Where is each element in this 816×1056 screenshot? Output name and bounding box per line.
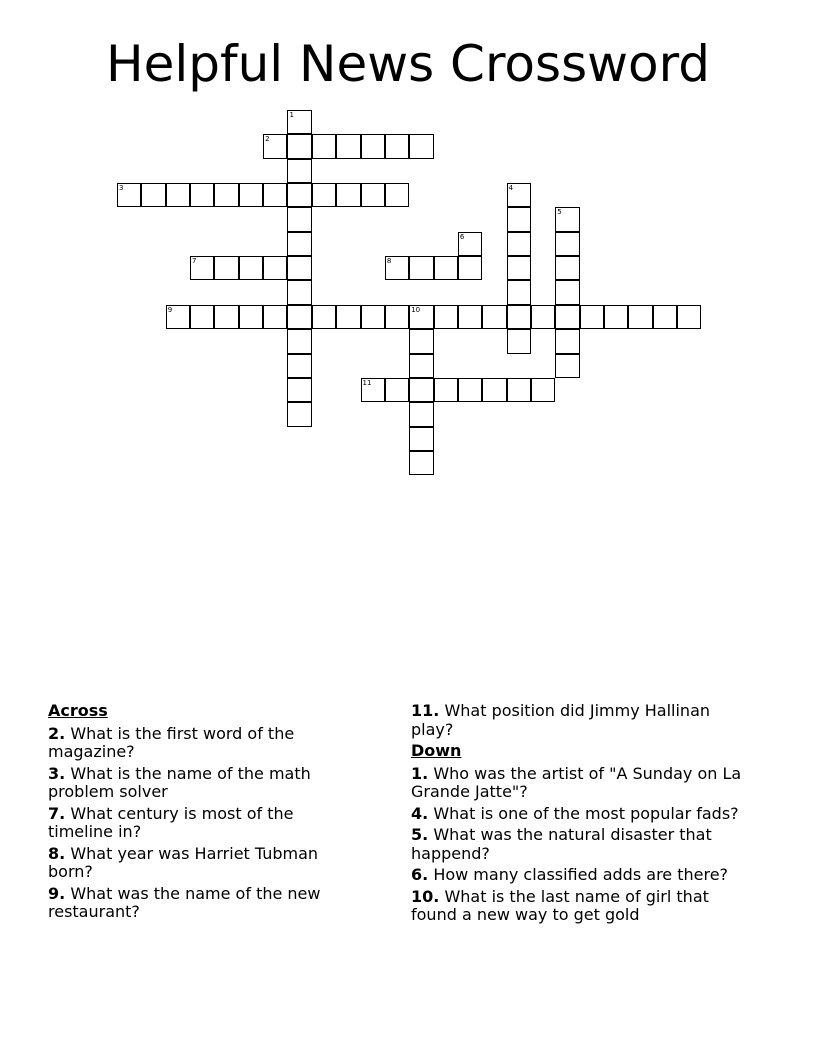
grid-cell[interactable] xyxy=(385,134,409,158)
clue-text: What is the first word of the magazine? xyxy=(48,723,295,761)
clue-text: What is one of the most popular fads? xyxy=(433,803,739,823)
grid-cell[interactable] xyxy=(434,305,458,329)
grid-cell[interactable] xyxy=(287,159,311,183)
grid-cell[interactable] xyxy=(190,305,214,329)
grid-cell[interactable] xyxy=(458,256,482,280)
grid-cell[interactable] xyxy=(409,354,433,378)
grid-cell[interactable] xyxy=(409,256,433,280)
grid-cell[interactable] xyxy=(555,232,579,256)
clue-text: What was the natural disaster that happend? xyxy=(411,825,712,863)
clue-text: What year was Harriet Tubman born? xyxy=(48,843,319,881)
grid-cell[interactable] xyxy=(312,134,336,158)
clue-down-10 xyxy=(411,888,756,925)
clue-number: 5. xyxy=(411,825,429,844)
grid-cell[interactable] xyxy=(409,451,433,475)
clue-down-6 xyxy=(411,866,756,885)
grid-cell[interactable] xyxy=(239,305,263,329)
grid-cell[interactable] xyxy=(628,305,652,329)
cell-number: 3 xyxy=(119,184,124,193)
clues-left-column xyxy=(48,702,348,925)
grid-cell[interactable] xyxy=(434,378,458,402)
page-title: Helpful News Crossword xyxy=(105,35,711,93)
clues-right-column xyxy=(411,702,756,928)
grid-cell[interactable] xyxy=(531,378,555,402)
clue-text: How many classified adds are there? xyxy=(433,865,729,884)
grid-cell[interactable] xyxy=(409,378,433,402)
grid-cell[interactable] xyxy=(653,305,677,329)
grid-cell[interactable] xyxy=(409,427,433,451)
grid-cell[interactable] xyxy=(507,207,531,231)
clue-text: What is the name of the math problem solver xyxy=(48,763,311,801)
grid-cell[interactable] xyxy=(361,305,385,329)
grid-cell[interactable] xyxy=(141,183,165,207)
grid-cell[interactable] xyxy=(239,256,263,280)
grid-cell[interactable] xyxy=(336,183,360,207)
grid-cell[interactable] xyxy=(287,183,311,207)
grid-cell[interactable] xyxy=(239,183,263,207)
grid-cell[interactable] xyxy=(531,305,555,329)
grid-cell[interactable] xyxy=(361,183,385,207)
grid-cell[interactable] xyxy=(507,305,531,329)
grid-cell[interactable] xyxy=(287,207,311,231)
clue-number: 11. xyxy=(411,701,440,720)
grid-cell[interactable] xyxy=(604,305,628,329)
grid-cell[interactable] xyxy=(263,305,287,329)
grid-cell[interactable] xyxy=(336,134,360,158)
grid-cell[interactable] xyxy=(434,256,458,280)
cell-number: 5 xyxy=(557,208,562,217)
grid-cell[interactable] xyxy=(214,256,238,280)
grid-cell[interactable] xyxy=(580,305,604,329)
clue-number: 3. xyxy=(48,763,66,783)
cell-number: 9 xyxy=(167,305,173,314)
grid-cell[interactable] xyxy=(385,305,409,329)
grid-cell[interactable] xyxy=(287,329,311,353)
clue-number: 10. xyxy=(411,886,440,906)
clue-text: What position did Jimmy Hallinan play? xyxy=(411,701,711,739)
clue-text: What century is most of the timeline in? xyxy=(48,803,294,841)
grid-cell[interactable] xyxy=(214,183,238,207)
grid-cell[interactable] xyxy=(263,183,287,207)
grid-cell[interactable] xyxy=(312,305,336,329)
crossword-grid[interactable] xyxy=(0,0,816,500)
cell-number: 2 xyxy=(265,135,270,144)
clue-number: 2. xyxy=(48,723,66,743)
grid-cell[interactable] xyxy=(458,305,482,329)
grid-cell[interactable] xyxy=(287,402,311,426)
grid-cell[interactable] xyxy=(555,329,579,353)
cell-number: 7 xyxy=(192,257,197,266)
clue-number: 6. xyxy=(411,865,429,884)
clue-number: 9. xyxy=(48,883,66,903)
down-heading: Down xyxy=(411,741,462,760)
clue-across-11 xyxy=(411,702,756,739)
across-heading: Across xyxy=(48,701,108,720)
grid-cell[interactable] xyxy=(507,256,531,280)
grid-cell[interactable] xyxy=(287,280,311,304)
grid-cell[interactable] xyxy=(507,378,531,402)
grid-cell[interactable] xyxy=(409,329,433,353)
clue-text: What is the last name of girl that found a new way to get gold xyxy=(411,886,709,924)
grid-cell[interactable] xyxy=(287,256,311,280)
grid-cell[interactable] xyxy=(166,183,190,207)
clue-across-7 xyxy=(48,805,348,842)
grid-cell[interactable] xyxy=(287,232,311,256)
clue-text: What was the name of the new restaurant? xyxy=(48,883,321,921)
grid-cell[interactable] xyxy=(287,378,311,402)
clue-down-1 xyxy=(411,765,756,802)
clue-number: 4. xyxy=(411,803,429,823)
clue-across-9 xyxy=(48,885,348,922)
clue-number: 7. xyxy=(48,803,66,823)
clue-across-8 xyxy=(48,845,348,882)
cell-number: 8 xyxy=(386,257,392,266)
grid-cell[interactable] xyxy=(555,256,579,280)
grid-cell[interactable] xyxy=(385,378,409,402)
cell-number: 1 xyxy=(289,111,294,119)
grid-cell[interactable] xyxy=(555,280,579,304)
cell-number: 11 xyxy=(362,378,372,387)
cell-number: 10 xyxy=(411,305,421,314)
grid-cell[interactable] xyxy=(507,329,531,353)
grid-cell[interactable] xyxy=(190,183,214,207)
grid-cell[interactable] xyxy=(287,354,311,378)
grid-cell[interactable] xyxy=(287,134,311,158)
clue-text: Who was the artist of "A Sunday on La Grande Jatte"? xyxy=(411,763,742,801)
grid-cell[interactable] xyxy=(336,305,360,329)
grid-cell[interactable] xyxy=(287,305,311,329)
clue-across-3 xyxy=(48,765,348,802)
grid-cell[interactable] xyxy=(507,232,531,256)
clue-number: 8. xyxy=(48,843,66,863)
grid-cell[interactable] xyxy=(507,280,531,304)
clue-down-5 xyxy=(411,826,756,863)
cell-number: 4 xyxy=(508,184,514,193)
cell-number: 6 xyxy=(459,232,465,241)
grid-cell[interactable] xyxy=(214,305,238,329)
grid-cell[interactable] xyxy=(312,183,336,207)
grid-cell[interactable] xyxy=(482,378,506,402)
clue-number: 1. xyxy=(411,763,429,783)
grid-cell[interactable] xyxy=(409,134,433,158)
clue-down-4 xyxy=(411,805,756,824)
grid-cell[interactable] xyxy=(555,305,579,329)
grid-cell[interactable] xyxy=(555,354,579,378)
clue-across-2 xyxy=(48,725,348,762)
grid-cell[interactable] xyxy=(361,134,385,158)
grid-cell[interactable] xyxy=(458,378,482,402)
grid-cell[interactable] xyxy=(482,305,506,329)
grid-cell[interactable] xyxy=(385,183,409,207)
grid-cell[interactable] xyxy=(409,402,433,426)
grid-cell[interactable] xyxy=(677,305,701,329)
grid-cell[interactable] xyxy=(263,256,287,280)
